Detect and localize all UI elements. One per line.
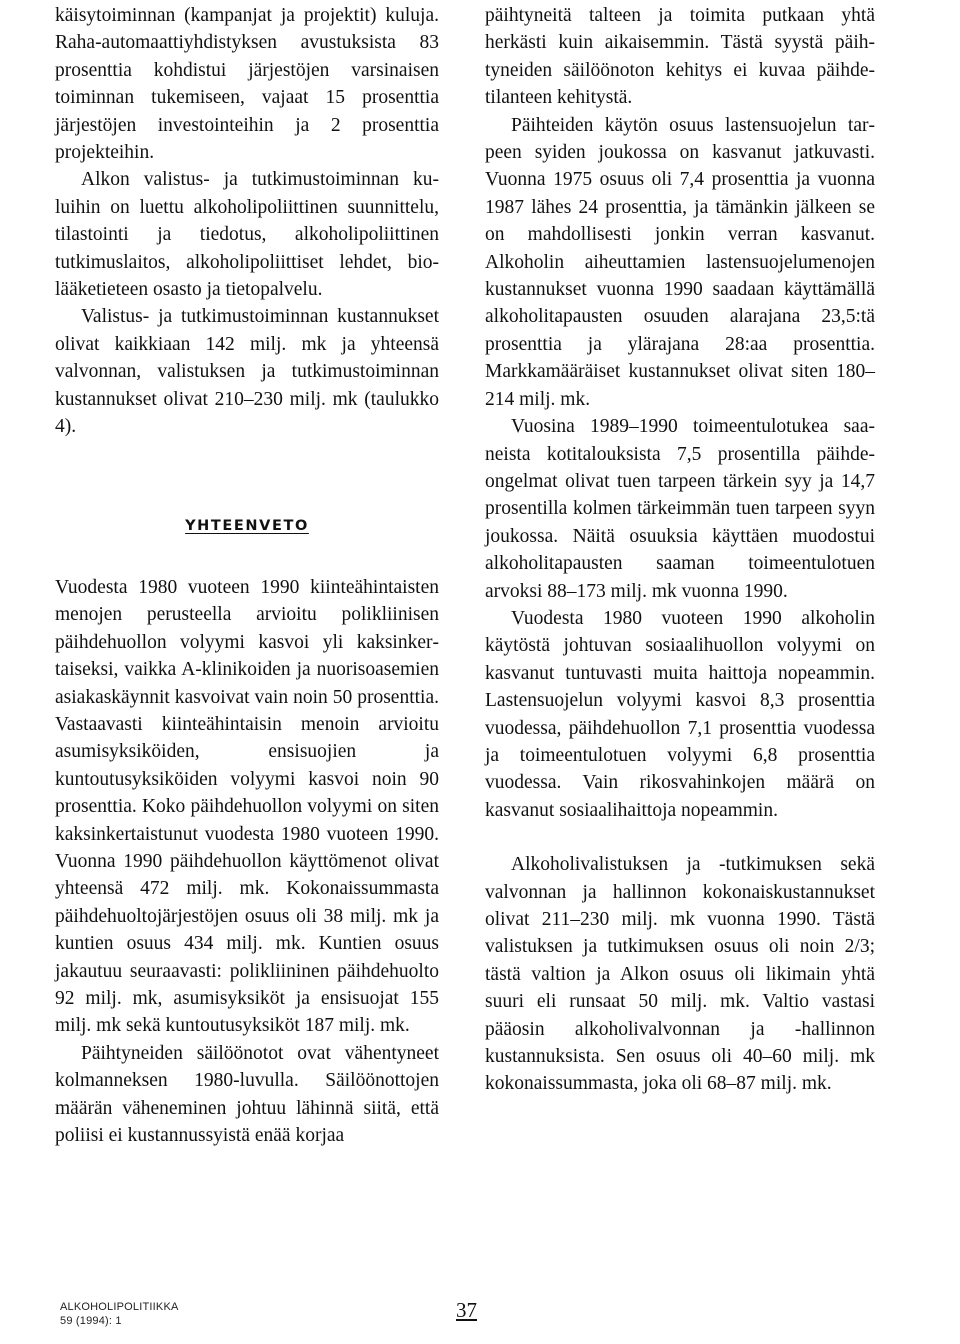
left-column — [55, 2, 439, 1149]
page-number: 37 — [456, 1298, 477, 1322]
body-paragraph: Valistus- ja tutkimustoiminnan kustannukset olivat kaikkiaan 142 milj. mk ja yhteensä valvonnan, valistuksen ja tutkimustoiminnan kustannukset olivat 210–230 milj. mk (taulukko 4). — [55, 306, 439, 438]
journal-volume: 59 (1994): 1 — [60, 1315, 122, 1327]
journal-name: ALKOHOLIPOLITIIKKA — [60, 1301, 179, 1313]
body-paragraph: Vuodesta 1980 vuoteen 1990 alkoholin käytöstä johtuvan sosiaalihuollon volyymi on kasvanut tuntuvasti muita haittoja nopeammin. Lastensuojelun volyymi kasvoi 8,3 prosenttia vuodessa, päihdehuollon 7,1 prosenttia vuodessa ja toimeentulotuen volyymi 6,8 prosenttia vuodessa. Vain rikosvahinkojen määrä on kasvanut sosiaalihaittoja nopeammin. — [485, 607, 875, 821]
right-column — [485, 2, 875, 1098]
body-paragraph: Päihteiden käytön osuus lastensuojelun tarpeen syiden joukossa on kasvanut jatkuvasti. Vuonna 1975 osuus oli 7,4 prosenttia ja vuonna 1987 lähes 24 prosenttia, ja tämänkin jälkeen se on mahdollisesti jonkin verran kasvanut. Alkoholin aiheuttamien lastensuojelumenojen kustannukset vuonna 1990 saadaan käyttämällä alkoholitapausten osuuden alarajana 23,5:tä prosenttia ja ylärajana 28:aa prosenttia. Markkamääräiset kustannukset olivat siten 180–214 milj. mk. — [485, 114, 875, 410]
section-heading: YHTEENVETO — [185, 517, 309, 534]
body-paragraph: päihtyneitä talteen ja toimita putkaan yhtä herkästi kuin aikaisemmin. Tästä syystä päihtyneiden säilöönoton kehitys ei kuvaa päihdetilanteen kehitystä. — [485, 5, 875, 109]
body-paragraph: Päihtyneiden säilöönotot ovat vähentyneet kolmanneksen 1980-luvulla. Säilöönottojen määrän väheneminen johtuu lähinnä siitä, että poliisi ei kustannussyistä enää korjaa — [55, 1042, 439, 1147]
body-paragraph: Alkoholivalistuksen ja -tutkimuksen sekä valvonnan ja hallinnon kokonaiskustannukset olivat 211–230 milj. mk vuonna 1990. Tästä valistuksen ja tutkimuksen osuus oli noin 2/3; tästä valtion ja Alkon osuus oli likimain yhtä suuri eli runsaat 50 milj. mk. Valtio vastasi pääosin alkoholivalvonnan ja -hallinnon kustannuksista. Sen osuus oli 40–60 milj. mk kokonaissummasta, joka oli 68–87 milj. mk. — [485, 854, 875, 1095]
body-paragraph: käisytoiminnan (kampanjat ja projektit) kuluja. Raha-automaattiyhdistyksen avustuksista 83 prosenttia kohdistui järjestöjen varsinaisen toiminnan tukemiseen, vajaat 15 prosenttia järjestöjen investointeihin ja 2 prosenttia projekteihin. — [55, 5, 439, 164]
body-paragraph: Alkon valistus- ja tutkimustoiminnan kuluihin on luettu alkoholipoliittinen suunnittelu, tilastointi ja tiedotus, alkoholipoliittinen tutkimuslaitos, alkoholipoliittiset lehdet, biolääketieteen osasto ja tietopalvelu. — [55, 169, 439, 301]
journal-citation — [60, 1300, 179, 1328]
body-paragraph: Vuodesta 1980 vuoteen 1990 kiinteähintaisten menojen perusteella arvioitu polikliinisen päihdehuollon volyymi kasvoi yli kaksinkertaiseksi, vaikka A-klinikoiden ja nuorisoasemien asiakaskäynnit kasvoivat vain noin 50 prosenttia. Vastaavasti kiinteähintaisin menoin arvioitu asumisyksiköiden, ensisuojien ja kuntoutusyksiköiden volyymi kasvoi noin 90 prosenttia. Koko päihdehuollon volyymi on siten kaksinkertaistunut vuodesta 1980 vuoteen 1990. Vuonna 1990 päihdehuollon käyttömenot olivat yhteensä 472 milj. mk. Kokonaissummasta päihdehuoltojärjestöjen osuus oli 38 milj. mk ja kuntien osuus 434 milj. mk. Kuntien osuus jakautuu seuraavasti: polikliininen päihdehuolto 92 milj. mk, asumisyksiköt ja ensisuojat 155 milj. mk sekä kuntoutusyksiköt 187 milj. mk. — [55, 576, 439, 1037]
body-paragraph: Vuosina 1989–1990 toimeentulotukea saaneista kotitalouksista 7,5 prosentilla päihdeongelmat olivat tuen tarpeen tärkein syy ja 14,7 prosentilla kolmen tärkeimmän tuen tarpeen syyn joukossa. Näitä osuuksia käyttäen muodostui alkoholitapausten saaman toimeentulotuen arvoksi 88–173 milj. mk vuonna 1990. — [485, 416, 875, 602]
